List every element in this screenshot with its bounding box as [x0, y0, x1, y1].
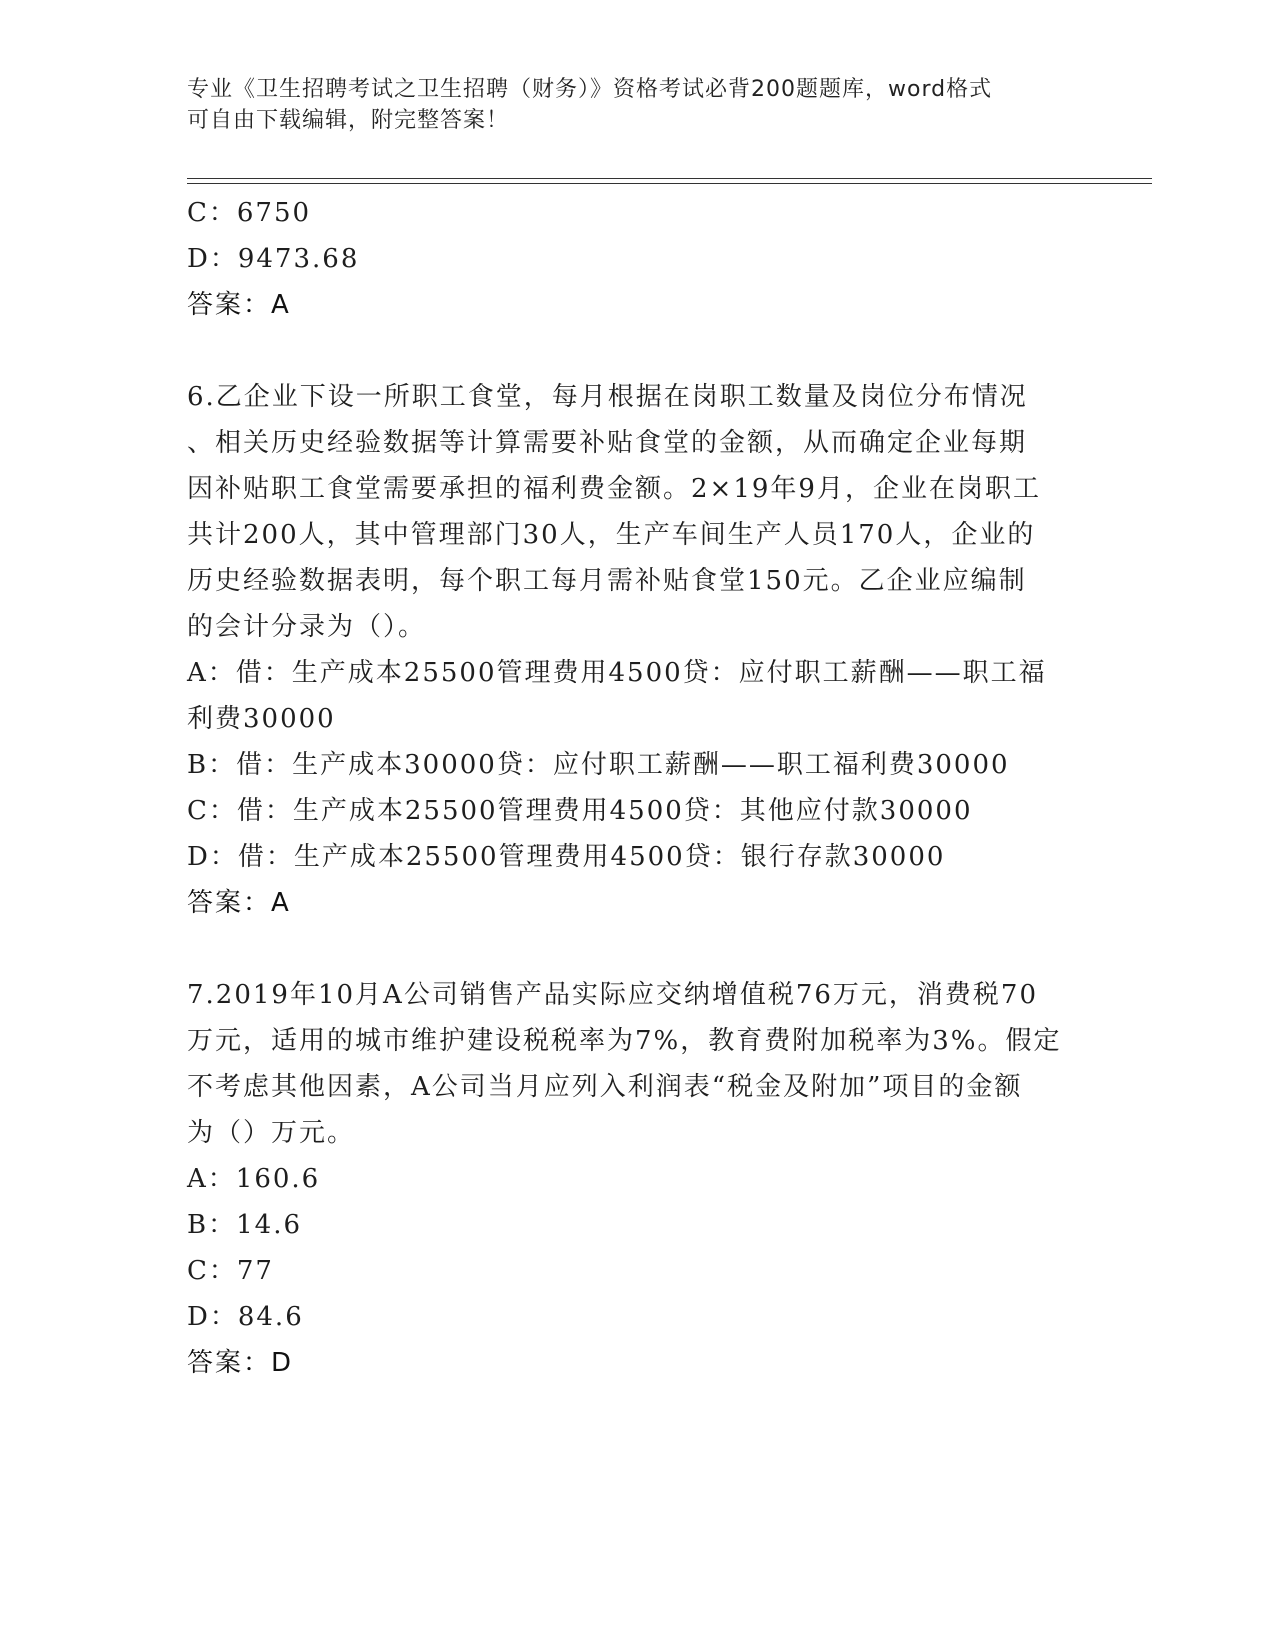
q5-option-d: D：9473.68: [187, 244, 360, 274]
q6-option-a: A：借：生产成本25500管理费用4500贷：应付职工薪酬——职工福: [187, 658, 1047, 688]
q6-option-d: D：借：生产成本25500管理费用4500贷：银行存款30000: [187, 842, 946, 872]
q6-answer: 答案：A: [187, 888, 291, 918]
header-title-line-2: 可自由下载编辑，附完整答案！: [187, 108, 510, 133]
q6-stem-line: 历史经验数据表明，每个职工每月需补贴食堂150元。乙企业应编制: [187, 566, 1027, 596]
q6-option-c: C：借：生产成本25500管理费用4500贷：其他应付款30000: [187, 796, 973, 826]
q6-stem-line: 共计200人，其中管理部门30人，生产车间生产人员170人，企业的: [187, 520, 1036, 550]
header-divider-bottom: [187, 183, 1152, 184]
q7-stem-line: 万元，适用的城市维护建设税税率为7%，教育费附加税率为3%。假定: [187, 1026, 1062, 1056]
q6-stem-line: 、相关历史经验数据等计算需要补贴食堂的金额，从而确定企业每期: [187, 428, 1028, 458]
q7-answer: 答案：D: [187, 1348, 294, 1378]
q7-stem-line: 不考虑其他因素，A公司当月应列入利润表“税金及附加”项目的金额: [187, 1072, 1023, 1102]
q7-option-c: C：77: [187, 1256, 274, 1286]
q5-answer: 答案：A: [187, 290, 291, 320]
header-divider-top: [187, 178, 1152, 179]
q7-stem-line: 7.2019年10月A公司销售产品实际应交纳增值税76万元，消费税70: [187, 980, 1039, 1010]
question-7: [187, 972, 1087, 1386]
q7-option-d: D：84.6: [187, 1302, 304, 1332]
q7-option-a: A：160.6: [187, 1164, 321, 1194]
q5-option-c: C：6750: [187, 198, 312, 228]
document-header: [187, 74, 1067, 136]
q6-stem-line: 因补贴职工食堂需要承担的福利费金额。2×19年9月，企业在岗职工: [187, 474, 1041, 504]
q6-stem-line: 6.乙企业下设一所职工食堂，每月根据在岗职工数量及岗位分布情况: [187, 382, 1028, 412]
header-title-line-1: 专业《卫生招聘考试之卫生招聘（财务）》资格考试必背200题题库，word格式: [187, 77, 993, 102]
document-body: [187, 190, 1087, 1386]
q6-stem-line: 的会计分录为（）。: [187, 612, 427, 642]
q6-option-b: B：借：生产成本30000贷：应付职工薪酬——职工福利费30000: [187, 750, 1010, 780]
q6-option-a-continued: 利费30000: [187, 704, 336, 734]
spacer: [187, 926, 1087, 972]
q7-option-b: B：14.6: [187, 1210, 302, 1240]
spacer: [187, 328, 1087, 374]
q7-stem-line: 为（）万元。: [187, 1118, 356, 1148]
question-6: [187, 374, 1087, 926]
